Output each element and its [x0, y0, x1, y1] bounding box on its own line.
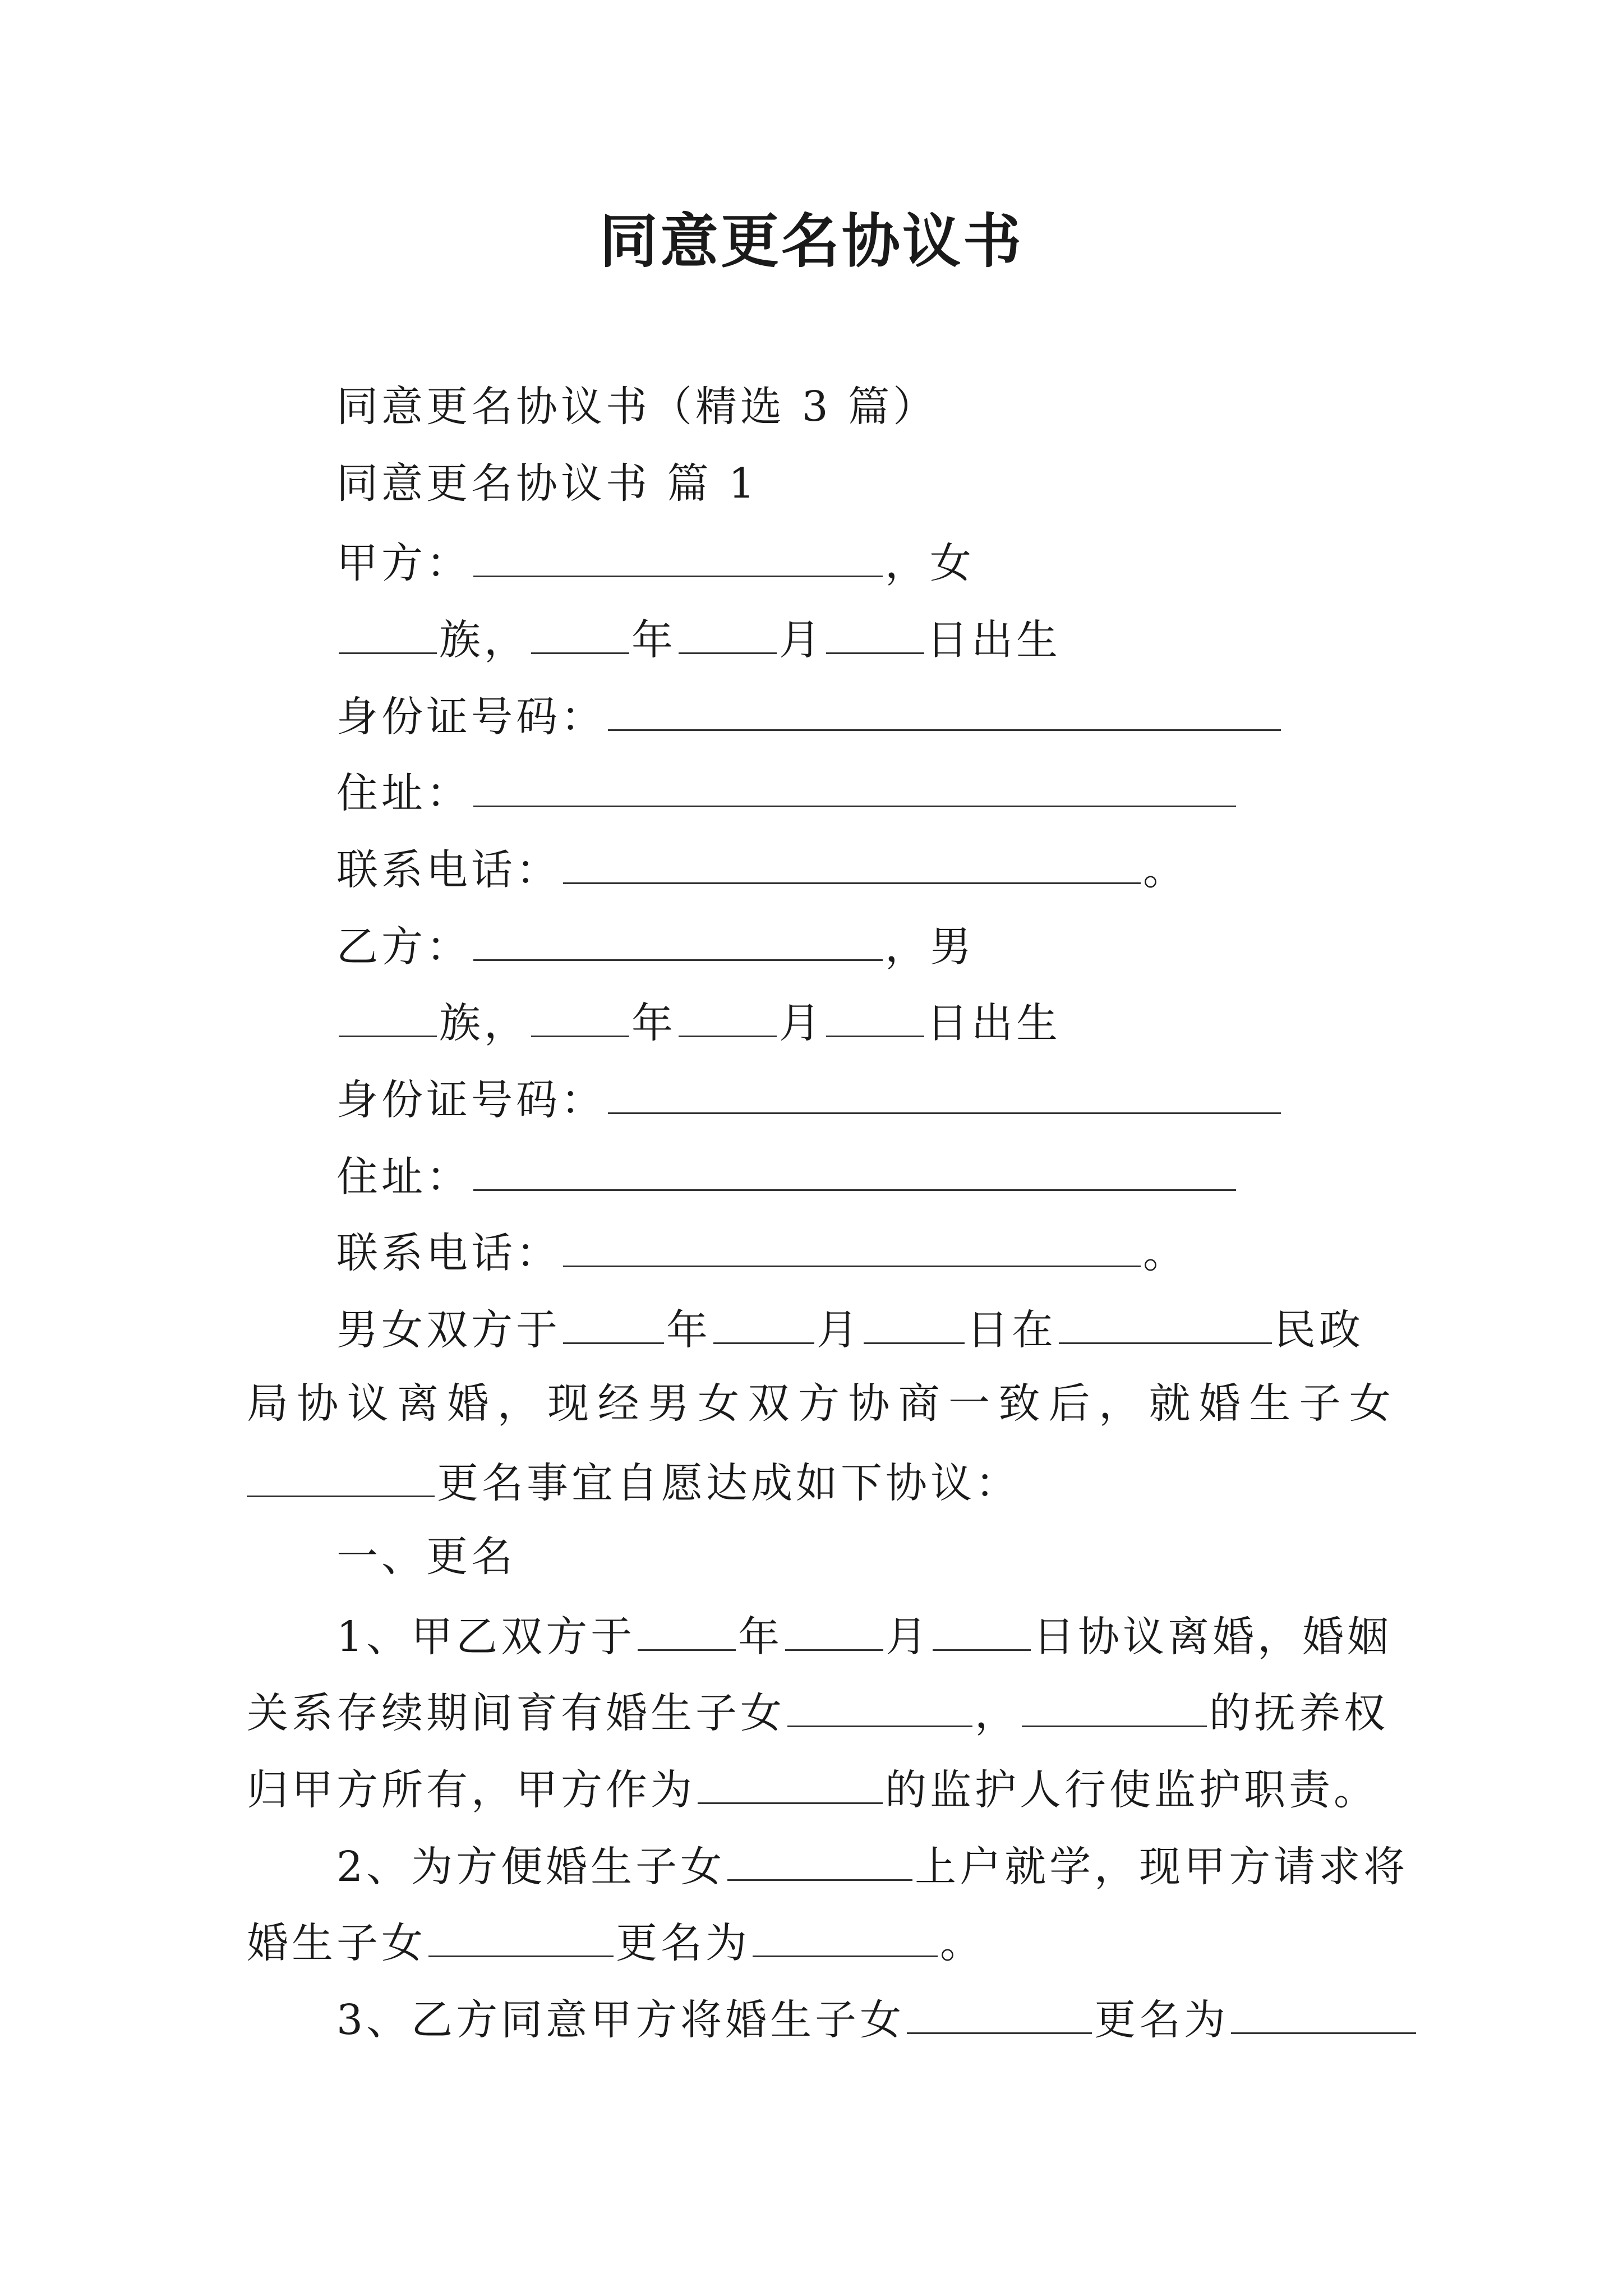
party-b-phone-label: 联系电话： [336, 1229, 561, 1277]
intro-char: 局 [247, 1379, 288, 1428]
intro-year-blank [563, 1299, 664, 1344]
party-b-address-label: 住址： [336, 1153, 471, 1201]
clause-2-old-name-blank [428, 1912, 614, 1957]
party-a-name-line [336, 532, 975, 591]
section-heading: 同意更名协议书 篇 1 [336, 459, 759, 508]
party-b-month-blank [679, 992, 777, 1037]
intro-char: 商 [898, 1379, 940, 1428]
party-b-gender: ，男 [885, 923, 975, 971]
clause-1-duty: 的监护人行使监护职责。 [885, 1766, 1378, 1814]
party-b-name-blank [473, 915, 883, 961]
party-a-month-label: 月 [779, 616, 824, 664]
party-b-birth-line [336, 992, 1061, 1051]
party-a-month-blank [679, 609, 777, 654]
party-b-phone-end: 。 [1143, 1229, 1188, 1277]
party-b-id-blank [608, 1069, 1281, 1114]
intro-line-2 [247, 1375, 1391, 1432]
clause-1-custody: 的抚养权 [1209, 1689, 1389, 1737]
party-b-day-blank [826, 992, 924, 1037]
party-a-day-blank [826, 609, 924, 654]
clause-2-new-name-blank [753, 1912, 938, 1957]
party-b-address-line [336, 1145, 1238, 1205]
clause-2-start: 2、为方便婚生子女 [336, 1843, 726, 1891]
intro-day-at: 日在 [967, 1306, 1057, 1354]
intro-start: 男女双方于 [336, 1306, 561, 1354]
intro-line3-text: 更名事宜自愿达成如下协议： [437, 1459, 1020, 1507]
clause-2-children: 婚生子女 [247, 1919, 426, 1967]
clause-1-children: 关系存续期间育有婚生子女 [247, 1689, 785, 1737]
party-a-year-blank [531, 609, 629, 654]
clause-2-mid: 上户就学，现甲方请求将 [915, 1843, 1409, 1891]
intro-char: 经 [597, 1379, 639, 1428]
party-a-phone-line [336, 839, 1188, 898]
party-b-address-blank [473, 1145, 1236, 1191]
intro-char: 方 [797, 1379, 840, 1428]
intro-month-blank [713, 1299, 814, 1344]
intro-char: 致 [998, 1379, 1040, 1428]
party-b-id-line [336, 1069, 1283, 1128]
intro-char: 后 [1048, 1379, 1090, 1428]
clause-1-line-1 [336, 1605, 1392, 1665]
intro-line-3 [247, 1452, 1020, 1511]
party-b-birth-label: 日出生 [926, 999, 1061, 1047]
party-b-id-label: 身份证号码： [336, 1076, 606, 1124]
clause-1-child-name-blank [787, 1682, 972, 1727]
intro-char: 女 [1349, 1379, 1391, 1428]
party-a-id-label: 身份证号码： [336, 693, 606, 741]
intro-day-blank [864, 1299, 965, 1344]
party-a-label: 甲方： [336, 539, 471, 587]
party-b-year-label: 年 [631, 999, 676, 1047]
intro-char: 协 [297, 1379, 339, 1428]
party-a-gender: ，女 [885, 539, 975, 587]
clause-1-guardian: 归甲方所有，甲方作为 [247, 1766, 695, 1814]
party-b-ethnicity-blank [339, 992, 437, 1037]
clause-1-year-blank [638, 1605, 736, 1651]
intro-char: ， [1099, 1379, 1141, 1428]
intro-char: 女 [698, 1379, 740, 1428]
party-a-birth-line [336, 609, 1061, 668]
clause-3-new-name-blank [1231, 1989, 1416, 2034]
party-a-id-line [336, 685, 1283, 745]
intro-char: 双 [748, 1379, 790, 1428]
clause-1-year: 年 [738, 1613, 783, 1661]
intro-char: ， [497, 1379, 539, 1428]
clause-1-month: 月 [886, 1613, 931, 1661]
intro-bureau-blank [1059, 1299, 1272, 1344]
clause-1-line-2 [247, 1682, 1389, 1741]
subtitle: 同意更名协议书（精选 3 篇） [336, 383, 938, 431]
intro-char: 婚 [447, 1379, 489, 1428]
intro-char: 一 [948, 1379, 990, 1428]
party-b-label: 乙方： [336, 923, 471, 971]
intro-char: 协 [848, 1379, 890, 1428]
party-b-ethnicity-label: 族， [439, 999, 529, 1047]
intro-line-1 [336, 1299, 1364, 1358]
party-a-name-blank [473, 532, 883, 577]
clause-1-guardian-blank [698, 1759, 883, 1804]
party-b-name-line [336, 915, 975, 975]
clause-1-day-blank [933, 1605, 1031, 1651]
party-a-id-blank [608, 685, 1281, 731]
clause-3-start: 3、乙方同意甲方将婚生子女 [336, 1996, 905, 2044]
intro-month: 月 [817, 1306, 861, 1354]
intro-char: 议 [347, 1379, 389, 1428]
clause-3-line-1 [336, 1989, 1418, 2048]
clause-1-line-3 [247, 1759, 1378, 1818]
heading-rename: 一、更名 [336, 1533, 516, 1581]
clause-2-end: 。 [940, 1919, 985, 1967]
intro-char: 现 [547, 1379, 589, 1428]
clause-3-rename-to: 更名为 [1094, 1996, 1229, 2044]
clause-2-rename-to: 更名为 [616, 1919, 750, 1967]
clause-2-child-blank [727, 1835, 912, 1881]
party-a-year-label: 年 [631, 616, 676, 664]
intro-char: 就 [1149, 1379, 1191, 1428]
party-a-address-line [336, 762, 1238, 821]
party-b-month-label: 月 [779, 999, 824, 1047]
party-b-phone-line [336, 1222, 1188, 1281]
party-a-address-label: 住址： [336, 769, 471, 817]
party-a-birth-label: 日出生 [926, 616, 1061, 664]
party-a-address-blank [473, 762, 1236, 807]
party-a-ethnicity-blank [339, 609, 437, 654]
intro-char: 婚 [1198, 1379, 1241, 1428]
intro-char: 子 [1299, 1379, 1341, 1428]
clause-2-line-2 [247, 1912, 985, 1971]
clause-1-comma: ， [975, 1689, 1020, 1737]
clause-2-line-1 [336, 1835, 1408, 1895]
clause-3-old-name-blank [907, 1989, 1092, 2034]
intro-char: 离 [397, 1379, 439, 1428]
intro-char: 男 [647, 1379, 689, 1428]
clause-1-custody-blank [1022, 1682, 1207, 1727]
clause-1-day: 日协议离婚，婚姻 [1033, 1613, 1393, 1661]
clause-1-month-blank [785, 1605, 883, 1651]
intro-char: 生 [1249, 1379, 1291, 1428]
party-a-phone-label: 联系电话： [336, 846, 561, 894]
party-b-year-blank [531, 992, 629, 1037]
party-a-ethnicity-label: 族， [439, 616, 529, 664]
party-a-phone-blank [563, 839, 1141, 884]
intro-bureau: 民政 [1274, 1306, 1364, 1354]
party-a-phone-end: 。 [1143, 846, 1188, 894]
intro-year: 年 [666, 1306, 711, 1354]
document-title: 同意更名协议书 [599, 206, 1023, 275]
party-b-phone-blank [563, 1222, 1141, 1267]
intro-children-blank [247, 1452, 435, 1497]
clause-1-start: 1、甲乙双方于 [336, 1613, 636, 1661]
